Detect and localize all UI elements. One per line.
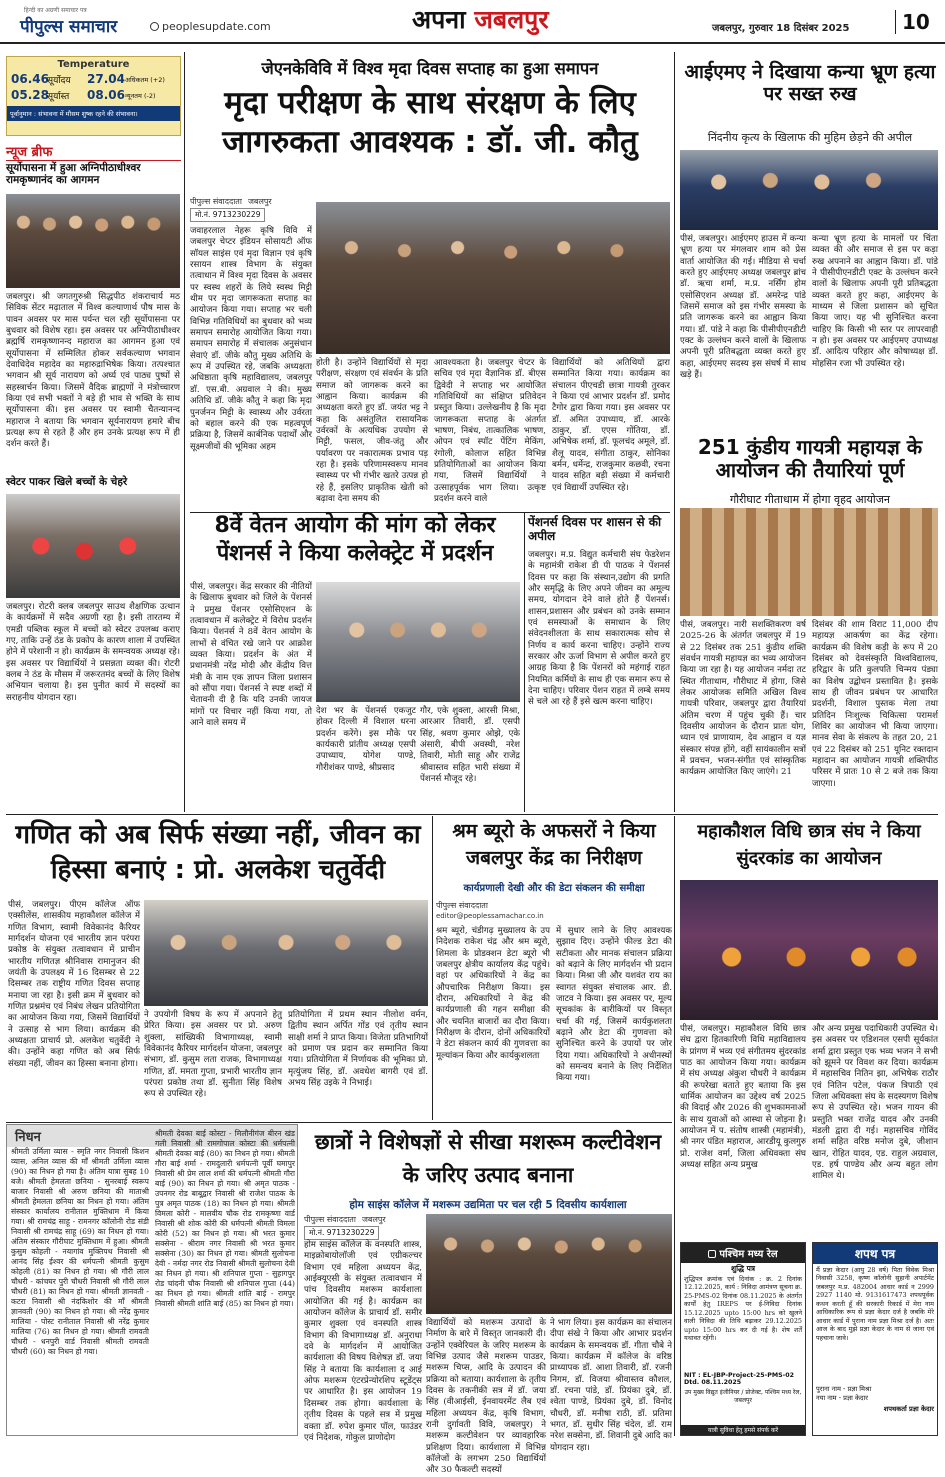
news-brief-label: न्यूज ब्रीफ bbox=[6, 142, 181, 161]
brief-1-photo bbox=[6, 194, 180, 288]
pension-col-2: देश भर के पेंशनर्स एकजुट होकर दिल्ली में विशाल धरना प्रदर्शन करेंगे। इस मौके पर कार्यकारी प्रांतीय अध्यक्ष एसपी उपाध्याय, योगेश पाण्डे, गौरीशंकर पाण्डे, श्रीप्रसाद bbox=[316, 706, 416, 773]
weather-title: Temperature bbox=[57, 59, 130, 70]
obituary-col-2: श्रीमती देवका बाई कोस्टा - मिलौनीगंज बीरन खंड गली निवासी श्री रामगोपाल कोस्टा की धर्मपत्नी श्रीमती देवका बाई (80) का निधन हो गया। श्रीमती गौरा बाई शर्मा - रामदुलारी धर्मपत्नी पूर्वी घमापुर निवासी श्री प्रेम लाल शर्मा की धर्मपत्नी श्रीमती गौरा बाई (90) का निधन हो गया। श्री अमृत पाठक - उपनगर रोड बाबूद्वार निवासी श्री राजेश पाठक के पुत्र अमृत पाठक (18) का निधन हो गया। श्रीमती विमला कोरी - मालवीय चौक रोड रामकृष्णा वार्ड निवासी श्री शोक कोरी की धर्मपत्नी श्रीमती विमला कोरी (52) का निधन हो गया। श्री भरत कुमार सक्सेना - श्रीराम नगर निवासी श्री भरत कुमार सक्सेना (30) का निधन हो गया। श्रीमती सुलोचना देवी - नर्मदा नगर रोड निवासी श्रीमती सुलोचना देवी का निधन हो गया। श्री शनिपाल गुप्ता - सुहागपुर रोड चांदनी चौक निवासी श्री शनिपाल गुप्ता (44) का निधन हो गया। श्रीमती शांति बाई - रामपुर निवासी श्रीमती शांति बाई (85) का निधन हो गया। bbox=[155, 1129, 295, 1309]
mushroom-col-1: होम साइंस कॉलेज के वनस्पति शास्त्र, माइक्रोबायोलॉजी एवं एग्रीकल्चर विभाग एवं महिला अध्ययन केंद्र, आईक्यूएसी के संयुक्त तत्वावधान में पांच दिवसीय मशरूम कार्यशाला आयोजित की गई है। कार्यक्रम का आयोजन कॉलेज के प्राचार्य डॉ. समीर कुमार शुक्ला एवं वनस्पति शास्त्र विभाग की विभागाध्यक्ष डॉ. अनुराधा दवे के मार्गदर्शन में आयोजित कार्यशाला की विषय विशेषज्ञ डॉ. जया सिंह ने बताया कि कार्यशाला द आई ओफ मशरूम एंटरप्रेन्योरशिप स्टूडेंट्स पर आधारित है। इस आयोजन 19 दिसम्बर तक होगा। कार्यशाला के तृतीय दिवस के पहले सत्र में प्रमुख वक्ता डॉ. रुपेश कुमार पॉल, फाउंडर एवं निदेशक, गोकुल प्राणोदोग bbox=[304, 1240, 422, 1443]
brand-sub: हिन्दी का अग्रणी समाचार पत्र bbox=[24, 7, 87, 14]
gayatri-headline: 251 कुंडीय गायत्री महायज्ञ के आयोजन की तैयारियां पूर्ण bbox=[697, 435, 923, 482]
gayatri-col-1: पीसं, जबलपुर। नारी सशक्तिकरण वर्ष 2025-26 के अंतर्गत जबलपुर में 19 से 22 दिसंबर तक 251 कुंडीय शक्ति संवर्धन गायत्री महायज्ञ का भव्य आयोजन किया जा रहा है। यह आयोजन नर्मदा तट स्थित गीताधाम, गौरीघाट में होगा, जिसे लेकर आयोजक समिति अखिल विश्व गायत्री परिवार, जबलपुर द्वारा तैयारियां अंतिम चरण में पहुंच चुकी हैं। चार दिवसीय आयोजन के दौरान प्रातः योग, ध्यान एवं प्राणायाम, देव आह्वान व यज्ञ संस्कार संपन्न होंगे, वहीं सायंकालीन सत्रों में प्रवचन, भजन-संगीत एवं सांस्कृतिक कार्यक्रम आयोजित किए जाएंगे। 21 bbox=[680, 620, 806, 778]
weather-row-2 bbox=[7, 88, 180, 102]
soil-byline-city: जबलपुर bbox=[247, 197, 272, 206]
brief-1-headline: सूर्योपासना में हुआ अग्निपीठाधीश्वर रामकृष्णानंद का आगमन bbox=[6, 162, 141, 187]
affidavit-body: मैं प्रज्ञा केदार (आयु 28 वर्ष) पिता विवेक मिश्रा निवासी 3258, कृष्ण कॉलोनी सुहानी अपार्टमेंट जबलपुर म.प्र. 482004 आधार कार्ड न 2999 2927 1140 मो. 9131617473 शपथपूर्वक कथन करती हूँ की सरकारी रिकार्ड में मेरा नाम आधिकारिक रूप से प्रज्ञा केदार दर्ज है जबकि मेरे आधार कार्ड में पुराना नाम प्रज्ञा मिश्रा दर्ज है। अतः आज के बाद मुझे प्रज्ञा केदार के नाम से जाना एवं पहचाना जावे। bbox=[816, 1266, 934, 1342]
labour-headline: श्रम ब्यूरो के अफसरों ने किया जबलपुर केंद्र का निरीक्षण bbox=[452, 820, 656, 869]
mushroom-photo bbox=[426, 1214, 672, 1314]
page-number: 10 bbox=[895, 10, 930, 34]
ima-photo bbox=[680, 150, 938, 230]
vidhi-headline: महाकौशल विधि छात्र संघ ने किया सुंदरकांड का आयोजन bbox=[697, 821, 921, 869]
sunset-label: सूर्यास्त bbox=[47, 91, 70, 102]
math-labour-divider bbox=[432, 816, 433, 1120]
sunrise-time: 06.46 bbox=[11, 72, 49, 86]
labour-byline bbox=[436, 900, 488, 911]
mushroom-col-3: ने भाग लिया। इस कार्यक्रम का संचालन दीपा संखे ने किया और आभार प्रदर्शन कार्यक्रम के समन्वयक डॉ. गीता चौबे ने किया। कार्यक्रम में कॉलेज के वरिष्ठ प्राध्यापक डॉ. आशा तिवारी, डॉ. रजनी निगम, डॉ. विजया श्रीवास्तव कौशल, डॉ. रचना पांडे, डॉ. प्रियंका दुबे, डॉ. श्वेता पाण्डे, प्रियंका दुबे, डॉ. विनोद चौधरी, डॉ. मनीषा राठी, डॉ. प्रतिमा भगत, डॉ. सुधीर सिंह चंदेल, डॉ. राम नरेश सक्सेना, डॉ. शिवानी दुबे आदि का योगदान रहा। bbox=[550, 1318, 672, 1453]
soil-col-2: होती है। उन्होंने विद्यार्थियों से मृदा परीक्षण, संरक्षण एवं संवर्धन के प्रति समाज को जागरूक करने का आह्वान किया। कार्यक्रम की अध्यक्षता करते हुए डॉ. जयंत भट्ट ने कहा कि असंतुलित रासायनिक उर्वरकों के अत्यधिक उपयोग से मिट्टी, फसल, जीव-जंतु और पर्यावरण पर नकारात्मक प्रभाव पड़ रहा है। इसके परिणामस्वरूप मानव स्वास्थ्य पर भी गंभीर खतरे उत्पन्न हो रहे हैं, इसलिए प्राकृतिक खेती को बढ़ावा देना समय की bbox=[316, 358, 428, 505]
affidavit-title: शपथ पत्र bbox=[813, 1243, 937, 1264]
math-col-1: पीसं, जबलपुर। पीएम कॉलेज ऑफ एक्सीलेंस, शासकीय महाकौशल कॉलेज में गणित विभाग, स्वामी विवेकानंद कैरियर मार्गदर्शन योजना एवं भारतीय ज्ञान परंपरा प्रकोष्ठ के संयुक्त तत्वावधान में प्राचीन भारतीय गणितज्ञ श्रीनिवास रामानुजन की जयंती के उपलक्ष्य में 16 दिसम्बर से 22 दिसम्बर तक राष्ट्रीय गणित दिवस सप्ताह मनाया जा रहा है। इसी क्रम में बुधवार को गणित प्रश्नमंच एवं निबंध लेखन प्रतियोगिता का आयोजन किया गया, जिसमें विद्यार्थियों ने उत्साह से भाग लिया। कार्यक्रम की अध्यक्षता प्राचार्य प्रो. अलकेश चतुर्वेदी ने की। उन्होंने कहा गणित को अब सिर्फ संख्या नहीं, जीवन का हिस्सा बनाना होगा। bbox=[8, 900, 140, 1069]
soil-col-3: आवश्यकता है। जबलपुर चेप्टर के सचिव एवं मृदा वैज्ञानिक डॉ. बीएस द्विवेदी ने सप्ताह भर आयोजित गतिविधियों का संक्षिप्त प्रतिवेदन प्रस्तुत किया। उल्लेखनीय है कि मृदा जागरूकता सप्ताह के अंतर्गत भाषण, निबंध, तात्कालिक भाषण, ओपन एवं स्पॉट पेंटिंग मेकिंग, रंगोली, कोलाज सहित विभिन्न प्रतियोगिताओं का आयोजन किया गया, जिसमें विद्यार्थियों ने उत्साहपूर्वक भाग लिया। उत्कृष्ट प्रदर्शन करने वाले bbox=[434, 358, 546, 505]
sunset-time: 05.28 bbox=[11, 88, 49, 102]
vidhi-col-1: पीसं, जबलपुर। महाकौशल विधि छात्र संघ द्वारा हितकारिणी विधि महाविद्यालय के प्रांगण में भव्य एवं संगीतमय सुंदरकांड पाठ का आयोजन किया गया। कार्यक्रम में संघ अध्यक्ष अंकुश चौधरी ने कार्यक्रम की रूपरेखा बताते हुए बताया कि इस धार्मिक आयोजन का उद्देश्य वर्ष 2025 की विदाई और 2026 की शुभकामनाओं के साथ युवाओं को आस्था से जोड़ना है। आयोजन में प. संतोष शास्त्री (महामंत्री), श्री नगर पंडित महाराज, आरडीयू कुलगुरु प्रो. राजेश वर्मा, जिला अधिवक्ता संघ अध्यक्ष सहित अन्य प्रमुख bbox=[680, 1024, 806, 1171]
soil-mobile: मो.नं. 9713230229 bbox=[190, 208, 265, 222]
labour-byline-org: पीपुल्स संवाददाता bbox=[436, 901, 488, 910]
brief-2-headline: स्वेटर पाकर खिले बच्चों के चेहरे bbox=[6, 476, 128, 488]
mushroom-byline-city: जबलपुर bbox=[361, 1215, 386, 1224]
section-title-a: अपना bbox=[412, 5, 466, 34]
math-col-2: ने उपयोगी विषय के रूप में अपनाने हेतु प्रेरित किया। इस अवसर पर प्रो. अरुण शुक्ला, सांख्यिकी विभागाध्यक्ष, स्वामी विवेकानंद कैरियर मार्गदर्शन योजना, जबलपुर संभाग, डॉ. कुसुम लता राजक, विभागाध्यक्ष गणित, डॉ. ममता गुप्ता, प्रभारी भारतीय ज्ञान परंपरा प्रकोष्ठ तथा डॉ. सुनीता सिंह विशेष रूप से उपस्थित रहे। bbox=[144, 1010, 282, 1100]
section-title bbox=[412, 6, 549, 35]
soil-byline bbox=[190, 196, 320, 207]
ima-col-1: पीसं, जबलपुर। आईएमए हाउस में कन्या भ्रूण हत्या पर मंगलवार शाम को प्रेस वार्ता आयोजित की गई। मीडिया से चर्चा करते हुए आईएमए अध्यक्ष जबलपुर ब्रांच डॉ. ऋचा शर्मा, म.प्र. नर्सिंग होम एसोसिएशन अध्यक्ष डॉ. अमरेन्द्र पांडे जिसमें समाज को इस गंभीर समस्या के प्रति जागरूक करने का आह्वान किया गया। डॉ. पांडे ने कहा कि पीसीपीएनडीटी एक्ट के उल्लंघन करने वालों के खिलाफ अपनी पूरी प्रतिबद्धता व्यक्त करते हुए कहा, आईएमए सदस्य इस संघर्ष में साथ खड़े हैं। bbox=[680, 234, 806, 381]
soil-col-4: विद्यार्थियों को अतिथियों द्वारा सम्मानित किया गया। कार्यक्रम का संचालन पीएचडी छात्रा गायत्री तुरकर ने किया एवं आभार प्रदर्शन डॉ. प्रमोद टैगोर द्वारा किया गया। इस अवसर पर डॉ. अमित उपाध्याय, डॉ. आरके ठाकुर, डॉ. एएस गोंतिया, डॉ. अभिषेक शर्मा, डॉ. फूलचंद अमूले, डॉ. शैलू यादव, संगीता ठाकुर, सोनिका बर्मन, धर्मेन्द्र, राजकुमार कछवी, रचना यादव सहित बड़ी संख्या में कर्मचारी एवं विद्यार्थी उपस्थित रहे। bbox=[552, 358, 670, 493]
labour-col-2: में सुधार लाने के लिए आवश्यक सुझाव दिए। उन्होंने फील्ड डेटा की सटीकता और मानक संचालन प्रक्रिया को बढ़ाने के लिए मार्गदर्शन भी प्रदान किया। मिश्रा जी और यशवंत राय का स्वागत संयुक्त संचालक आर. डी. जाटव ने किया। इस अवसर पर, मूल्य सूचकांक के बारीकियों पर विस्तृत चर्चा की गई, जिसमें कार्यकुशलता बढ़ाने और डेटा की गुणवत्ता को सुनिश्चित करने के उपायों पर जोर दिया गया। अधिकारियों ने अधीनस्थों को समन्वय बनाने के लिए निर्देशित किया गया। bbox=[556, 926, 672, 1084]
railway-sign: उप मुख्य विद्युत इंजीनियर / प्रोजेक्ट, पश्चिम मध्य रेल, जबलपुर bbox=[684, 1389, 802, 1404]
mushroom-subhead: होम साइंस कॉलेज में मशरूम उद्यमिता पर चल रही 5 दिवसीय कार्यशाला bbox=[349, 1199, 627, 1211]
pension-headline: 8वें वेतन आयोग की मांग को लेकर पेंशनर्स ने किया कलेक्ट्रेट में प्रदर्शन bbox=[214, 513, 496, 567]
max-label: अधिकतम (+2) bbox=[125, 75, 165, 84]
min-label: न्यूनतम (-2) bbox=[125, 91, 156, 100]
soil-kicker: जेएनकेविवि में विश्व मृदा दिवस सप्ताह का हुआ समापन bbox=[261, 59, 599, 78]
pension-photo bbox=[316, 582, 520, 702]
brief-2-photo bbox=[6, 494, 180, 598]
pension-day-headline: पेंशनर्स दिवस पर शासन से की अपील bbox=[528, 515, 662, 543]
math-photo bbox=[144, 900, 428, 1006]
obituary-box bbox=[6, 1124, 298, 1436]
labour-subhead: कार्यप्रणाली देखी और की डेटा संकलन की समीक्षा bbox=[463, 883, 645, 894]
railway-tender-no: NIT : EL-JBP-Project-25-PMS-02 Dtd. 08.11.2025 bbox=[684, 1372, 794, 1386]
mushroom-byline bbox=[304, 1214, 386, 1225]
weather-box bbox=[6, 56, 181, 136]
gayatri-photo bbox=[680, 508, 938, 616]
globe-icon bbox=[150, 22, 159, 31]
railway-notice bbox=[680, 1242, 806, 1436]
dateline: जबलपुर, गुरुवार 18 दिसंबर 2025 bbox=[712, 23, 850, 34]
vidhi-divider bbox=[674, 816, 675, 1436]
obituary-label: निधन bbox=[7, 1125, 297, 1147]
pension-col-3: गौर, एके शुक्ला, आरसी मिश्रा, आरआर तिवारी, डॉ. एसपी सिंह, श्रवण कुमार ओझे, एके अंसारी, बीपी अवस्थी, नरेश तिवारी, मोती साहू और राजेंद्र श्रीवास्तव सहित भारी संख्या में पेंशनर्स मौजूद रहे। bbox=[420, 706, 520, 785]
mushroom-byline-org: पीपुल्स संवाददाता bbox=[304, 1215, 356, 1224]
max-temp: 27.04 bbox=[87, 72, 125, 86]
brand-logo bbox=[20, 6, 170, 40]
middle-rule bbox=[6, 814, 938, 815]
gayatri-subhead: गौरीघाट गीताधाम में होगा वृहद आयोजन bbox=[730, 493, 890, 506]
soil-headline: मृदा परीक्षण के साथ संरक्षण के लिए जागरुकता आवश्यक : डॉ. जी. कौतु bbox=[222, 85, 638, 160]
left-col-divider bbox=[184, 52, 185, 812]
affidavit-old-name: पुराना नाम - प्रज्ञा मिश्रा bbox=[816, 1385, 872, 1393]
ima-headline: आईएमए ने दिखाया कन्या भ्रूण हत्या पर सख्त रुख bbox=[684, 61, 936, 105]
ima-col-2: कन्या भ्रूण हत्या के मामलों पर चिंता व्यक्त की और समाज से इस पर कड़ा रुख अपनाने का आह्वान किया। डॉ. पांडे ने पीसीपीएनडीटी एक्ट के उल्लंघन करने वालों के खिलाफ अपनी पूरी प्रतिबद्धता व्यक्त करते हुए कहा, आईएमए के माध्यम से जिला प्रशासन को सूचित किया जाए। यह भी सुनिश्चित करना चाहिए कि किसी भी स्तर पर लापरवाही न हो। इस अवसर पर आईएमए उपाध्यक्ष डॉ. आदित्य परिहार और कोषाध्यक्ष डॉ. मोहसिन रजा भी उपस्थित रहे। bbox=[812, 234, 938, 369]
website-text: peoplesupdate.com bbox=[162, 20, 271, 33]
brief-1-body: जबलपुर। श्री जगतगुरुश्री सिद्धपीठ शंकराचार्य मठ सिविक सेंटर मढ़ाताल में विश्व कल्याणार्थ पौष मास के पावन अवसर पर मास पर्यन्त चल रही सूर्योपासना पर बुधवार को विशेष रहा। इस अवसर पर अग्निपीठाधीश्वर ब्रह्मर्षि रामकृष्णानन्द महाराज का आगमन हुआ एवं सूर्योपासना में सम्मिलित होकर सर्वकल्याण भगवान देवाधिदेव महादेव का महारुद्राभिषेक किया। तत्पश्चात भगवान श्री सूर्य नारायण को अर्घ्य एवं पाठ्य पुष्पों से सहस्त्रार्चन किया। जिसमें वैदिक ब्राह्मणों ने मंत्रोच्चारण किया एवं सभी भक्तों ने बड़े ही भाव से भक्ति के साथ सूर्योपासना की। इस अवसर पर स्वामी चैतन्यानन्द महाराज ने बताया कि भगवान सूर्यनारायण हमारे बीच प्रत्यक्ष रूप से रहते हैं और हम उनके प्रत्यक्ष रूप में ही दर्शन करते हैं। bbox=[6, 292, 180, 450]
labour-email: editor@peoplessamachar.co.in bbox=[436, 912, 544, 920]
train-icon bbox=[708, 1250, 716, 1258]
obituary-col-1: श्रीमती उर्मिला व्यास - स्मृति नगर निवासी किशन व्यास, अनिल व्यास की माँ श्रीमती उर्मिला व्यास (90) का निधन हो गया है। अंतिम यात्रा सुबह 10 बजे। श्रीमती हेमलता छनिया - सुनरबाई स्वरूप बाजार निवासी श्री अरुण छनिया की माताश्री श्रीमती हेमलता छनिया का निधन हो गया। अंतिम संस्कार कार्यालय रानीताल मुक्तिधाम में किया गया। श्री रामचंद्र साहू - रामनगर कॉलोनी रोड संडी निवासी श्री रामचंद्र साहू (69) का निधन हो गया। अंतिम संस्कार गौरीघाट मुक्तिधाम में हुआ। श्रीमती कुसुम कोहली - नयागांव मुक्तिपथ निवासी श्री आनंद सिंह ईश्वर की धर्मपत्नी श्रीमती कुसुम कोहली (81) का निधन हो गया। श्री गौरी लाल चौधरी - कांचघर पुरी चौधरी निवासी श्री गौरी लाल चौधरी (81) का निधन हो गया। श्रीमती ज्ञानवती - कटरा निवासी श्री नंदकिशोर की माँ श्रीमती ज्ञानवती (90) का निधन हो गया। श्री नरेंद्र कुमार मालिया - पोस्ट रानीताल निवासी श्री नरेंद्र कुमार मालिया (76) का निधन हो गया। श्रीमती रामवती चौधरी - धनपुरी वार्ड निवासी श्रीमती रामवती चौधरी (60) का निधन हो गया। bbox=[11, 1147, 149, 1357]
affidavit-sign: शपथकर्ता प्रज्ञा केदार bbox=[883, 1405, 934, 1413]
vidhi-photo bbox=[680, 880, 938, 1020]
soil-photo bbox=[316, 202, 670, 354]
mushroom-headline: छात्रों ने विशेषज्ञों से सीखा मशरूम कल्टीवेशन के जरिए उत्पाद बनाना bbox=[314, 1130, 662, 1187]
mushroom-col-2: विद्यार्थियों को मशरूम उत्पादों के निर्माण के बारे में विस्तृत जानकारी दी। उन्होंने एक्वेरियल के जरिए मशरूम के विभिन्न उत्पाद जैसे मशरूम पाउडर, मशरूम चिप्स, आदि के उत्पादन की प्रक्रिया को बताया। कार्यशाला के तृतीय दिवस के तकनीकी सत्र में डॉ. जया सिंह (वीआईसी, ईनवायरमेंट लैब एवं महिला अध्ययन केंद्र, कृषि विभाग, रानी दुर्गावती विवि, जबलपुर) ने मशरूम कल्टीवेशन पर व्यावहारिक प्रशिक्षण दिया। कार्यशाला में विभिन्न कॉलेजों के लगभग 250 विद्यार्थियों और 30 फैकल्टी सदस्यों bbox=[426, 1318, 546, 1476]
pension-day-body: जबलपुर। म.प्र. विद्युत कर्मचारी संघ फेडरेशन के महामंत्री राकेश डी पी पाठक ने पेंशनर्स दिवस पर कहा कि संस्थान,उद्योग की प्रगति और समृद्धि के लिए अपने जीवन का अमूल्य समय, योगदान देने वाले होते हैं पेंशनर्स। शासन,प्रशासन और प्रबंधन को उनके सम्मान एवं समस्याओं के समाधान के लिए संवेदनशीलता के साथ सकारात्मक सोच से निर्णय व कार्य करना चाहिए। उन्होंने राज्य सरकार और ऊर्जा विभाग से अपील करते हुए आग्रह किया है कि पेंशनरों को महंगाई राहत नियमित कर्मियों के साथ ही एक समान रूप से देना चाहिए। परिवार पेंशन राहत में लम्बे समय से चले आ रहे हैं इसे खत्म करना चाहिए। bbox=[528, 550, 670, 708]
weather-forecast: पूर्वानुमान : संभावना में मौसम शुष्क रहने की संभावना। bbox=[7, 106, 180, 121]
gayatri-col-2: दिसंबर की शाम विराट 11,000 दीप महायज्ञ आकर्षण का केंद्र रहेगा। कार्यक्रम की विशेष कड़ी के रूप में 20 दिसंबर को देवसंस्कृति विश्वविद्यालय, हरिद्वार के प्रति कुलपति चिन्मय पंड्या का विशेष उद्बोधन प्रस्तावित है। इसके साथ ही जीवन प्रबंधन पर आधारित प्रदर्शनी, विशाल पुस्तक मेला तथा प्रतिदिन निःशुल्क चिकित्सा परामर्श शिविर का आयोजन भी किया जाएगा। मानव सेवा के संकल्प के तहत 20, 21 एवं 22 दिसंबर को 251 यूनिट रक्तदान महादान का आयोजन गायत्री शक्तिपीठ परिसर में प्रातः 10 से 2 बजे तक किया जाएगा। bbox=[812, 620, 938, 789]
railway-body: शुद्धिपत्र क्रमांक एवं दिनांक : क्र. 2 दिनांक 12.12.2025, कार्य : निविदा आमंत्रण सूचना क्र. 25-PMS-02 दिनांक 08.11.2025 के अंतर्गत कार्यों हेतु IREPS पर ई-निविदा दिनांक 15.12.2025 upto 15:00 hrs को खुलने वाली निविदा की तिथि बढ़ाकर 29.12.2025 upto 15:00 hrs कर दी गई है। शेष शर्तें यथावत रहेंगी। bbox=[684, 1275, 802, 1343]
soil-byline-org: पीपुल्स संवाददाता bbox=[190, 197, 242, 206]
railway-subtitle: शुद्धि पत्र bbox=[730, 1264, 756, 1273]
railway-tagline: यात्री सुविधा हेतु हमसे संपर्क करें bbox=[681, 1425, 805, 1435]
affidavit-new-name: नया नाम - प्रज्ञा केदार bbox=[816, 1394, 868, 1402]
mushroom-mobile: मो.नं. 9713230229 bbox=[304, 1226, 379, 1240]
math-col-3: प्रतियोगिता में प्रथम स्थान नीलोश वर्मन, द्वितीय स्थान अर्पित गोंड एवं तृतीय स्थान साक्षी शर्मा ने प्राप्त किया। विजेता प्रतिभागियों को प्रमाण पत्र प्रदान कर सम्मानित किया गया। प्रतियोगिता में निर्णायक की भूमिका प्रो. मृत्युंजय सिंह, डॉ. अवधेश बागरी एवं डॉ. अभय सिंह उइके ने निभाई। bbox=[288, 1010, 428, 1089]
website-link[interactable] bbox=[150, 20, 271, 33]
railway-title bbox=[681, 1243, 805, 1263]
math-headline: गणित को अब सिर्फ संख्या नहीं, जीवन का हिस्सा बनाएं : प्रो. अलकेश चतुर्वेदी bbox=[15, 820, 421, 886]
soil-col-1: जवाहरलाल नेहरू कृषि विवि में जबलपुर चेप्टर इंडियन सोसायटी ऑफ सॉयल साइंस एवं मृदा विज्ञान एवं कृषि रसायन शास्त्र विभाग के संयुक्त तत्वाधान में विश्व मृदा दिवस के अवसर पर स्वस्थ शहरों के लिये स्वस्थ मिट्टी थीम पर मृदा जागरूकता सप्ताह का आयोजन किया गया। सप्ताह भर चली विभिन्न गतिविधियों का बुधवार को भव्य समापन समारोह आयोजित किया गया। समापन समारोह में संचालक अनुसंधान सेवाएं डॉ. जीके कौतु मुख्य अतिथि के रूप में उपस्थित रहे, जबकि अध्यक्षता अधिष्ठाता कृषि महाविद्यालय, जबलपुर डॉ. एस.बी. अग्रवाल ने की। मुख्य अतिथि डॉ. जीके कौतु ने कहा कि मृदा पुनर्जनन मिट्टी के स्वास्थ्य और उर्वरता को बहाल करने की एक महत्वपूर्ण प्रक्रिया है, जिसमें कार्बनिक पदार्थों और सूक्ष्मजीवों की भूमिका अहम bbox=[190, 226, 312, 452]
vidhi-col-2: और अन्य प्रमुख पदाधिकारी उपस्थित थे। इस अवसर पर एडिशनल एसपी सूर्यकांत शर्मा द्वारा प्रस्तुत एक भव्य भजन ने सभी को झूमने पर विवश कर दिया। कार्यक्रम में महासचिव नितिन झा, अभिषेक राठौर एवं नितिन पटेल, पंकज त्रिपाठी एवं जिला अधिवक्ता संघ के सदस्यगण विशेष रूप से उपस्थित रहे। भजन गायन की प्रस्तुति भक्त राजेंद्र यादव और उनकी मंडली द्वारा दी गई। महासचिव गोविंद शर्मा सहित वरिष्ठ मनोज दुबे, जीशान खान, रोहित यादव, एड. राहुल अग्रवाल, एड. हर्ष पाण्डेय और अन्य बहुत लोग शामिल थे। bbox=[812, 1024, 938, 1182]
railway-title-text: पश्चिम मध्य रेल bbox=[719, 1249, 778, 1260]
obit-top-rule bbox=[6, 1122, 672, 1123]
weather-row-1 bbox=[7, 70, 180, 88]
brief-2-body: जबलपुर। रोटरी क्लब जबलपुर साउथ शैक्षणिक उत्थान के कार्यक्रमों में सदैव अग्रणी रहा है। इसी तारतम्य में एमडी पब्लिक स्कूल में बच्चों को स्वेटर उपलब्ध कराए गए, ताकि उन्हें ठंड के प्रकोप के कारण शाला में उपस्थित होने में परेशानी न हो। कार्यक्रम के समन्वयक अध्यक्ष रहे। इस अवसर पर विद्यार्थियों ने प्रसन्नता व्यक्त की। रोटरी क्लब ने ठंड के मौसम में जरूरतमंद बच्चों के लिए विशेष अभियान चलाया है। इस पुनीत कार्य में सदस्यों का सराहनीय योगदान रहा। bbox=[6, 602, 181, 703]
center-right-divider bbox=[674, 52, 675, 812]
section-title-b: जबलपुर bbox=[474, 5, 549, 34]
sunrise-label: सूर्योदय bbox=[47, 75, 71, 86]
affidavit-box bbox=[812, 1242, 938, 1436]
labour-col-1: श्रम ब्यूरो, चंडीगढ़ मुख्यालय के उप निदेशक राकेश चंद्र और श्रम ब्यूरो, शिमला के प्रोडक्शन डेटा ब्यूरो भी जबलपुर क्षेत्रीय कार्यालय केंद्र पहुंचे। वहां पर अधिकारियों ने केंद्र का औपचारिक निरीक्षण किया। इस दौरान, अधिकारियों ने केंद्र की कार्यप्रणाली की गहन समीक्षा की और चयनित बाजारों का दौरा किया। निरीक्षण के दौरान, दोनों अधिकारियों ने डेटा संकलन कार्य की गुणवत्ता का मूल्यांकन किया और कार्यकुशलता bbox=[436, 926, 550, 1061]
brand-name: पीपुल्स समाचार bbox=[20, 17, 118, 37]
min-temp: 08.06 bbox=[87, 88, 125, 102]
ima-subhead: निंदनीय कृत्य के खिलाफ की मुहिम छेड़ने की अपील bbox=[707, 131, 913, 144]
pension-col-1: पीसं, जबलपुर। केंद्र सरकार की नीतियों के खिलाफ बुधवार को जिले के पेंशनर्स ने प्रमुख पेंशनर एसोसिएशन के तत्वावधान में कलेक्ट्रेट में विरोध प्रदर्शन किया। पेंशनर्स ने 8वें वेतन आयोग के लाभों से वंचित रखे जाने पर आक्रोश व्यक्त किया। प्रदर्शन के अंत में प्रधानमंत्री नरेंद्र मोदी और केंद्रीय वित्त मंत्री के नाम एक ज्ञापन जिला प्रशासन को सौंपा गया। पेंशनर्स ने स्पष्ट शब्दों में चेतावनी दी है कि यदि उनकी जायज मांगों पर विचार नहीं किया गया, तो आने वाले समय में bbox=[190, 582, 312, 729]
masthead bbox=[0, 0, 945, 44]
pension-day-divider bbox=[524, 512, 525, 812]
